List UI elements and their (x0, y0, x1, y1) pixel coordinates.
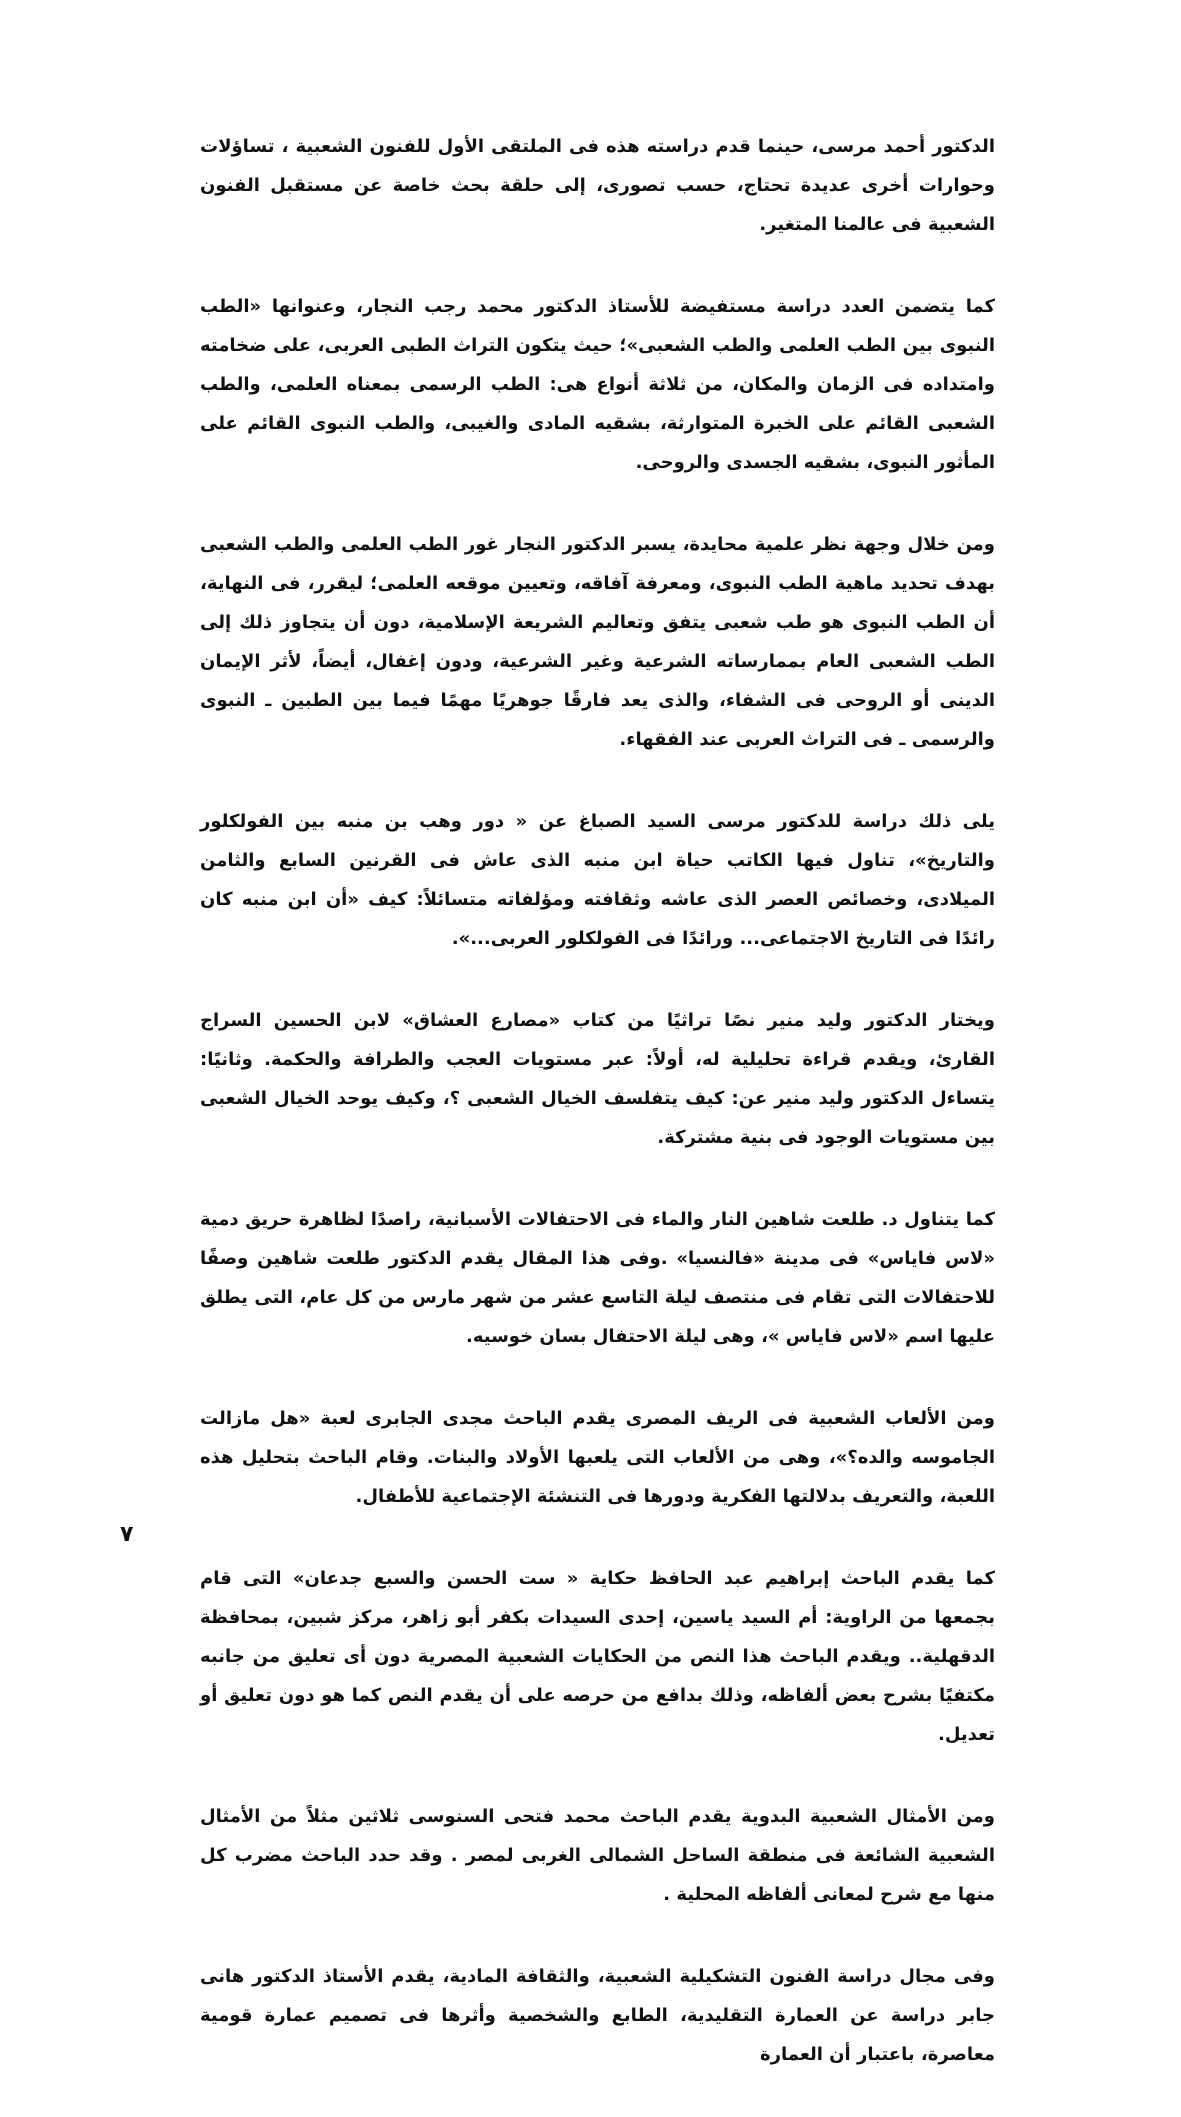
paragraph-10: وفى مجال دراسة الفنون التشكيلية الشعبية، والثقافة المادية، يقدم الأستاذ الدكتور هانى جابر دراسة عن العمارة التقليدية، الطابع والشخصية وأثرها فى تصميم عمارة قومية معاصرة، باعتبار أن العمارة (200, 1966, 995, 2065)
page-number: ٧ (120, 1522, 134, 1547)
paragraph-8: كما يقدم الباحث إبراهيم عبد الحافظ حكاية « ست الحسن والسبع جدعان» التى قام بجمعها من الراوية: أم السيد ياسين، إحدى السيدات بكفر أبو زاهر، مركز شبين، بمحافظة الدقهلية.. ويقدم الباحث هذا النص من الحكايات الشعبية المصرية دون أى تعليق من جانبه مكتفيًا بشرح بعض ألفاظه، وذلك بدافع من حرصه على أن يقدم النص كما هو دون تعليق أو تعديل. (200, 1568, 995, 1745)
paragraph-4: يلى ذلك دراسة للدكتور مرسى السيد الصباغ عن « دور وهب بن منبه بين الفولكلور والتاريخ»، تناول فيها الكاتب حياة ابن منبه الذى عاش فى القرنين السابع والثامن الميلادى، وخصائص العصر الذى عاشه وثقافته ومؤلفاته متسائلاً: كيف «أن ابن منبه كان رائدًا فى التاريخ الاجتماعى... ورائدًا فى الفولكلور العربى...». (200, 811, 995, 949)
paragraph-3: ومن خلال وجهة نظر علمية محايدة، يسبر الدكتور النجار غور الطب العلمى والطب الشعبى بهدف تحديد ماهية الطب النبوى، ومعرفة آفاقه، وتعيين موقعه العلمى؛ ليقرر، فى النهاية، أن الطب النبوى هو طب شعبى يتفق وتعاليم الشريعة الإسلامية، دون أن يتجاوز ذلك إلى الطب الشعبى العام بممارساته الشرعية وغير الشرعية، ودون إغفال، أيضاً، لأثر الإيمان الدينى أو الروحى فى الشفاء، والذى يعد فارقًا جوهريًا مهمًا فيما بين الطبين ـ النبوى والرسمى ـ فى التراث العربى عند الفقهاء. (200, 534, 995, 750)
body-text (200, 127, 995, 2117)
paragraph-5: ويختار الدكتور وليد منير نصًا تراثيًا من كتاب «مصارع العشاق» لابن الحسين السراج القارئ، ويقدم قراءة تحليلية له، أولاً: عبر مستويات العجب والطرافة والحكمة. وثانيًا: يتساءل الدكتور وليد منير عن: كيف يتفلسف الخيال الشعبى ؟، وكيف يوحد الخيال الشعبى بين مستويات الوجود فى بنية مشتركة. (200, 1010, 995, 1148)
paragraph-6: كما يتناول د. طلعت شاهين النار والماء فى الاحتفالات الأسبانية، راصدًا لظاهرة حريق دمية «لاس فاياس» فى مدينة «فالنسيا» .وفى هذا المقال يقدم الدكتور طلعت شاهين وصفًا للاحتفالات التى تقام فى منتصف ليلة التاسع عشر من شهر مارس من كل عام، التى يطلق عليها اسم «لاس فاياس »، وهى ليلة الاحتفال بسان خوسيه. (200, 1209, 995, 1347)
paragraph-1: الدكتور أحمد مرسى، حينما قدم دراسته هذه فى الملتقى الأول للفنون الشعبية ، تساؤلات وحوارات أخرى عديدة تحتاج، حسب تصورى، إلى حلقة بحث خاصة عن مستقبل الفنون الشعبية فى عالمنا المتغير. (200, 136, 995, 235)
paragraph-2: كما يتضمن العدد دراسة مستفيضة للأستاذ الدكتور محمد رجب النجار، وعنوانها «الطب النبوى بين الطب العلمى والطب الشعبى»؛ حيث يتكون التراث الطبى العربى، على ضخامته وامتداده فى الزمان والمكان، من ثلاثة أنواع هى: الطب الرسمى بمعناه العلمى، والطب الشعبى القائم على الخبرة المتوارثة، بشقيه المادى والغيبى، والطب النبوى القائم على المأثور النبوى، بشقيه الجسدى والروحى. (200, 296, 995, 473)
paragraph-9: ومن الأمثال الشعبية البدوية يقدم الباحث محمد فتحى السنوسى ثلاثين مثلاً من الأمثال الشعبية الشائعة فى منطقة الساحل الشمالى الغربى لمصر . وقد حدد الباحث مضرب كل منها مع شرح لمعانى ألفاظه المحلية . (200, 1806, 995, 1905)
paragraph-7: ومن الألعاب الشعبية فى الريف المصرى يقدم الباحث مجدى الجابرى لعبة «هل مازالت الجاموسه والده؟»، وهى من الألعاب التى يلعبها الأولاد والبنات. وقام الباحث بتحليل هذه اللعبة، والتعريف بدلالتها الفكرية ودورها فى التنشئة الإجتماعية للأطفال. (200, 1408, 995, 1507)
